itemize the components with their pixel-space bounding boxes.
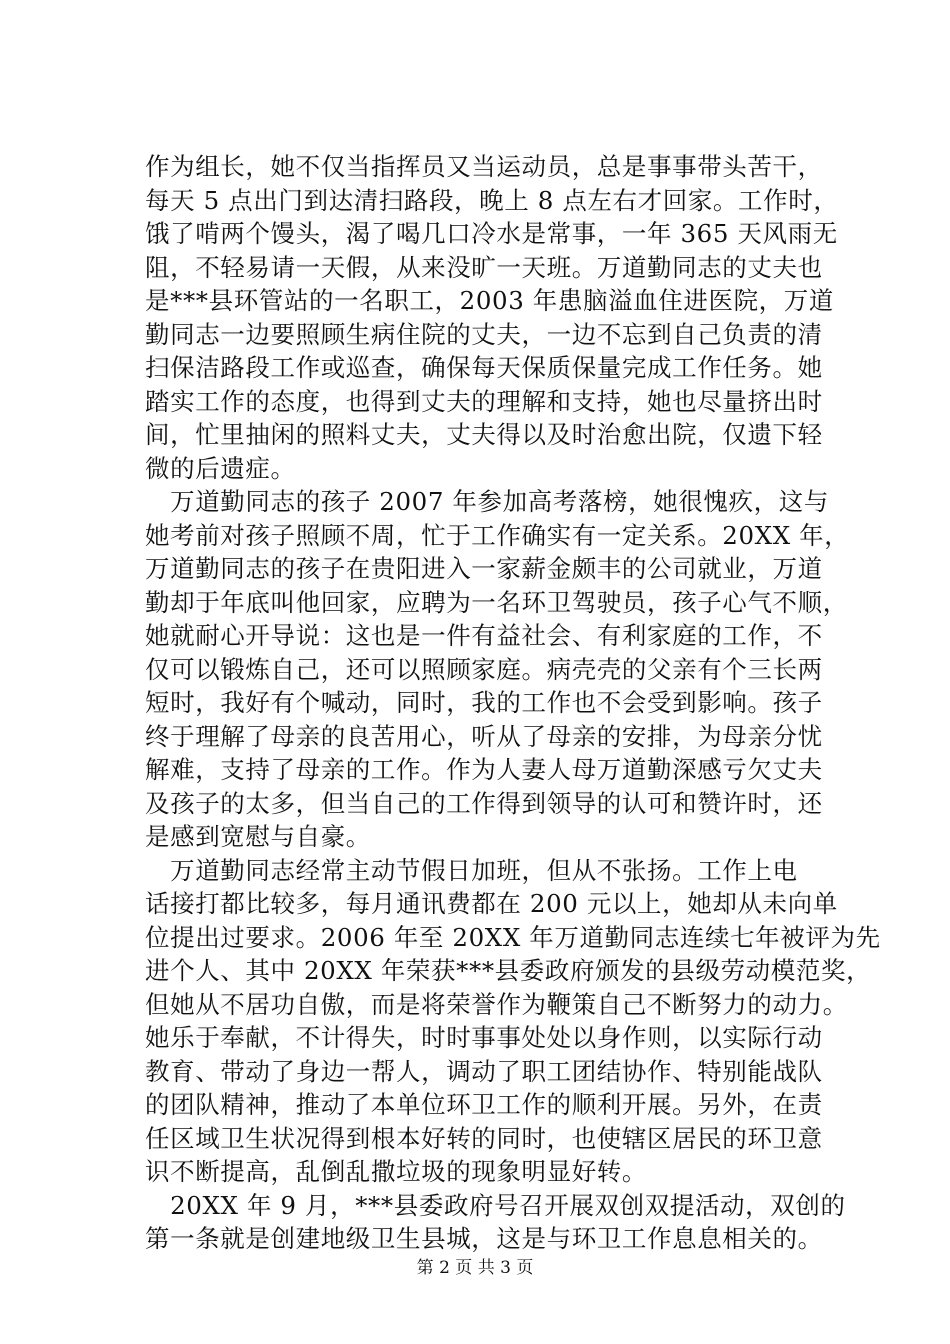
text-line: 她就耐心开导说：这也是一件有益社会、有利家庭的工作，不 (145, 621, 823, 650)
text-line: 的团队精神，推动了本单位环卫工作的顺利开展。另外，在责 (145, 1090, 823, 1119)
text-line: 万道勤同志经常主动节假日加班，但从不张扬。工作上电 (145, 855, 798, 885)
body-text (145, 150, 881, 1256)
text-line: 微的后遗症。 (145, 453, 296, 483)
text-line: 解难，支持了母亲的工作。作为人妻人母万道勤深感亏欠丈夫 (145, 755, 823, 784)
text-line: 教育、带动了身边一帮人，调动了职工团结协作、特别能战队 (145, 1056, 823, 1086)
text-line: 短时，我好有个喊动，同时，我的工作也不会受到影响。孩子 (145, 688, 823, 717)
text-line: 仅可以锻炼自己，还可以照顾家庭。病壳壳的父亲有个三长两 (145, 654, 823, 684)
text-line: 踏实工作的态度，也得到丈夫的理解和支持，她也尽量挤出时 (145, 386, 823, 416)
text-line: 勤却于年底叫他回家，应聘为一名环卫驾驶员，孩子心气不顺， (145, 587, 848, 617)
text-line: 但她从不居功自傲，而是将荣誉作为鞭策自己不断努力的动力。 (145, 989, 848, 1019)
text-line: 识不断提高，乱倒乱撒垃圾的现象明显好转。 (145, 1157, 647, 1186)
text-line: 每天 5 点出门到达清扫路段，晚上 8 点左右才回家。工作时， (145, 185, 839, 215)
text-line: 她乐于奉献，不计得失，时时事事处处以身作则，以实际行动 (145, 1023, 823, 1052)
text-line: 间，忙里抽闲的照料丈夫，丈夫得以及时治愈出院，仅遗下轻 (145, 420, 823, 449)
text-line: 万道勤同志的孩子 2007 年参加高考落榜，她很愧疚，这与 (145, 487, 829, 516)
text-line: 20XX 年 9 月，***县委政府号召开展双创双提活动，双创的 (145, 1190, 846, 1220)
text-line: 阻，不轻易请一天假，从来没旷一天班。万道勤同志的丈夫也 (145, 252, 823, 282)
text-line: 是感到宽慰与自豪。 (145, 822, 371, 851)
text-line: 是***县环管站的一名职工，2003 年患脑溢血住进医院，万道 (145, 286, 834, 315)
text-line: 勤同志一边要照顾生病住院的丈夫，一边不忘到自己负责的清 (145, 319, 823, 349)
text-line: 作为组长，她不仅当指挥员又当运动员，总是事事带头苦干， (145, 152, 823, 181)
text-line: 饿了啃两个馒头，渴了喝几口冷水是常事，一年 365 天风雨无 (145, 219, 838, 248)
text-line: 话接打都比较多，每月通讯费都在 200 元以上，她却从未向单 (145, 889, 838, 918)
text-line: 任区域卫生状况得到根本好转的同时，也使辖区居民的环卫意 (145, 1123, 823, 1153)
text-line: 第一条就是创建地级卫生县城，这是与环卫工作息息相关的。 (145, 1224, 823, 1253)
text-line: 终于理解了母亲的良苦用心，听从了母亲的安排，为母亲分忧 (145, 721, 823, 751)
text-line: 及孩子的太多，但当自己的工作得到领导的认可和赞许时，还 (145, 788, 823, 818)
text-line: 扫保洁路段工作或巡查，确保每天保质保量完成工作任务。她 (145, 353, 823, 382)
page-footer: 第 2 页 共 3 页 (416, 1258, 534, 1278)
text-line: 进个人、其中 20XX 年荣获***县委政府颁发的县级劳动模范奖， (145, 956, 872, 985)
text-line: 她考前对孩子照顾不周，忙于工作确实有一定关系。20XX 年， (145, 520, 850, 550)
text-line: 万道勤同志的孩子在贵阳进入一家薪金颇丰的公司就业，万道 (145, 554, 823, 583)
text-line: 位提出过要求。2006 年至 20XX 年万道勤同志连续七年被评为先 (145, 922, 881, 952)
